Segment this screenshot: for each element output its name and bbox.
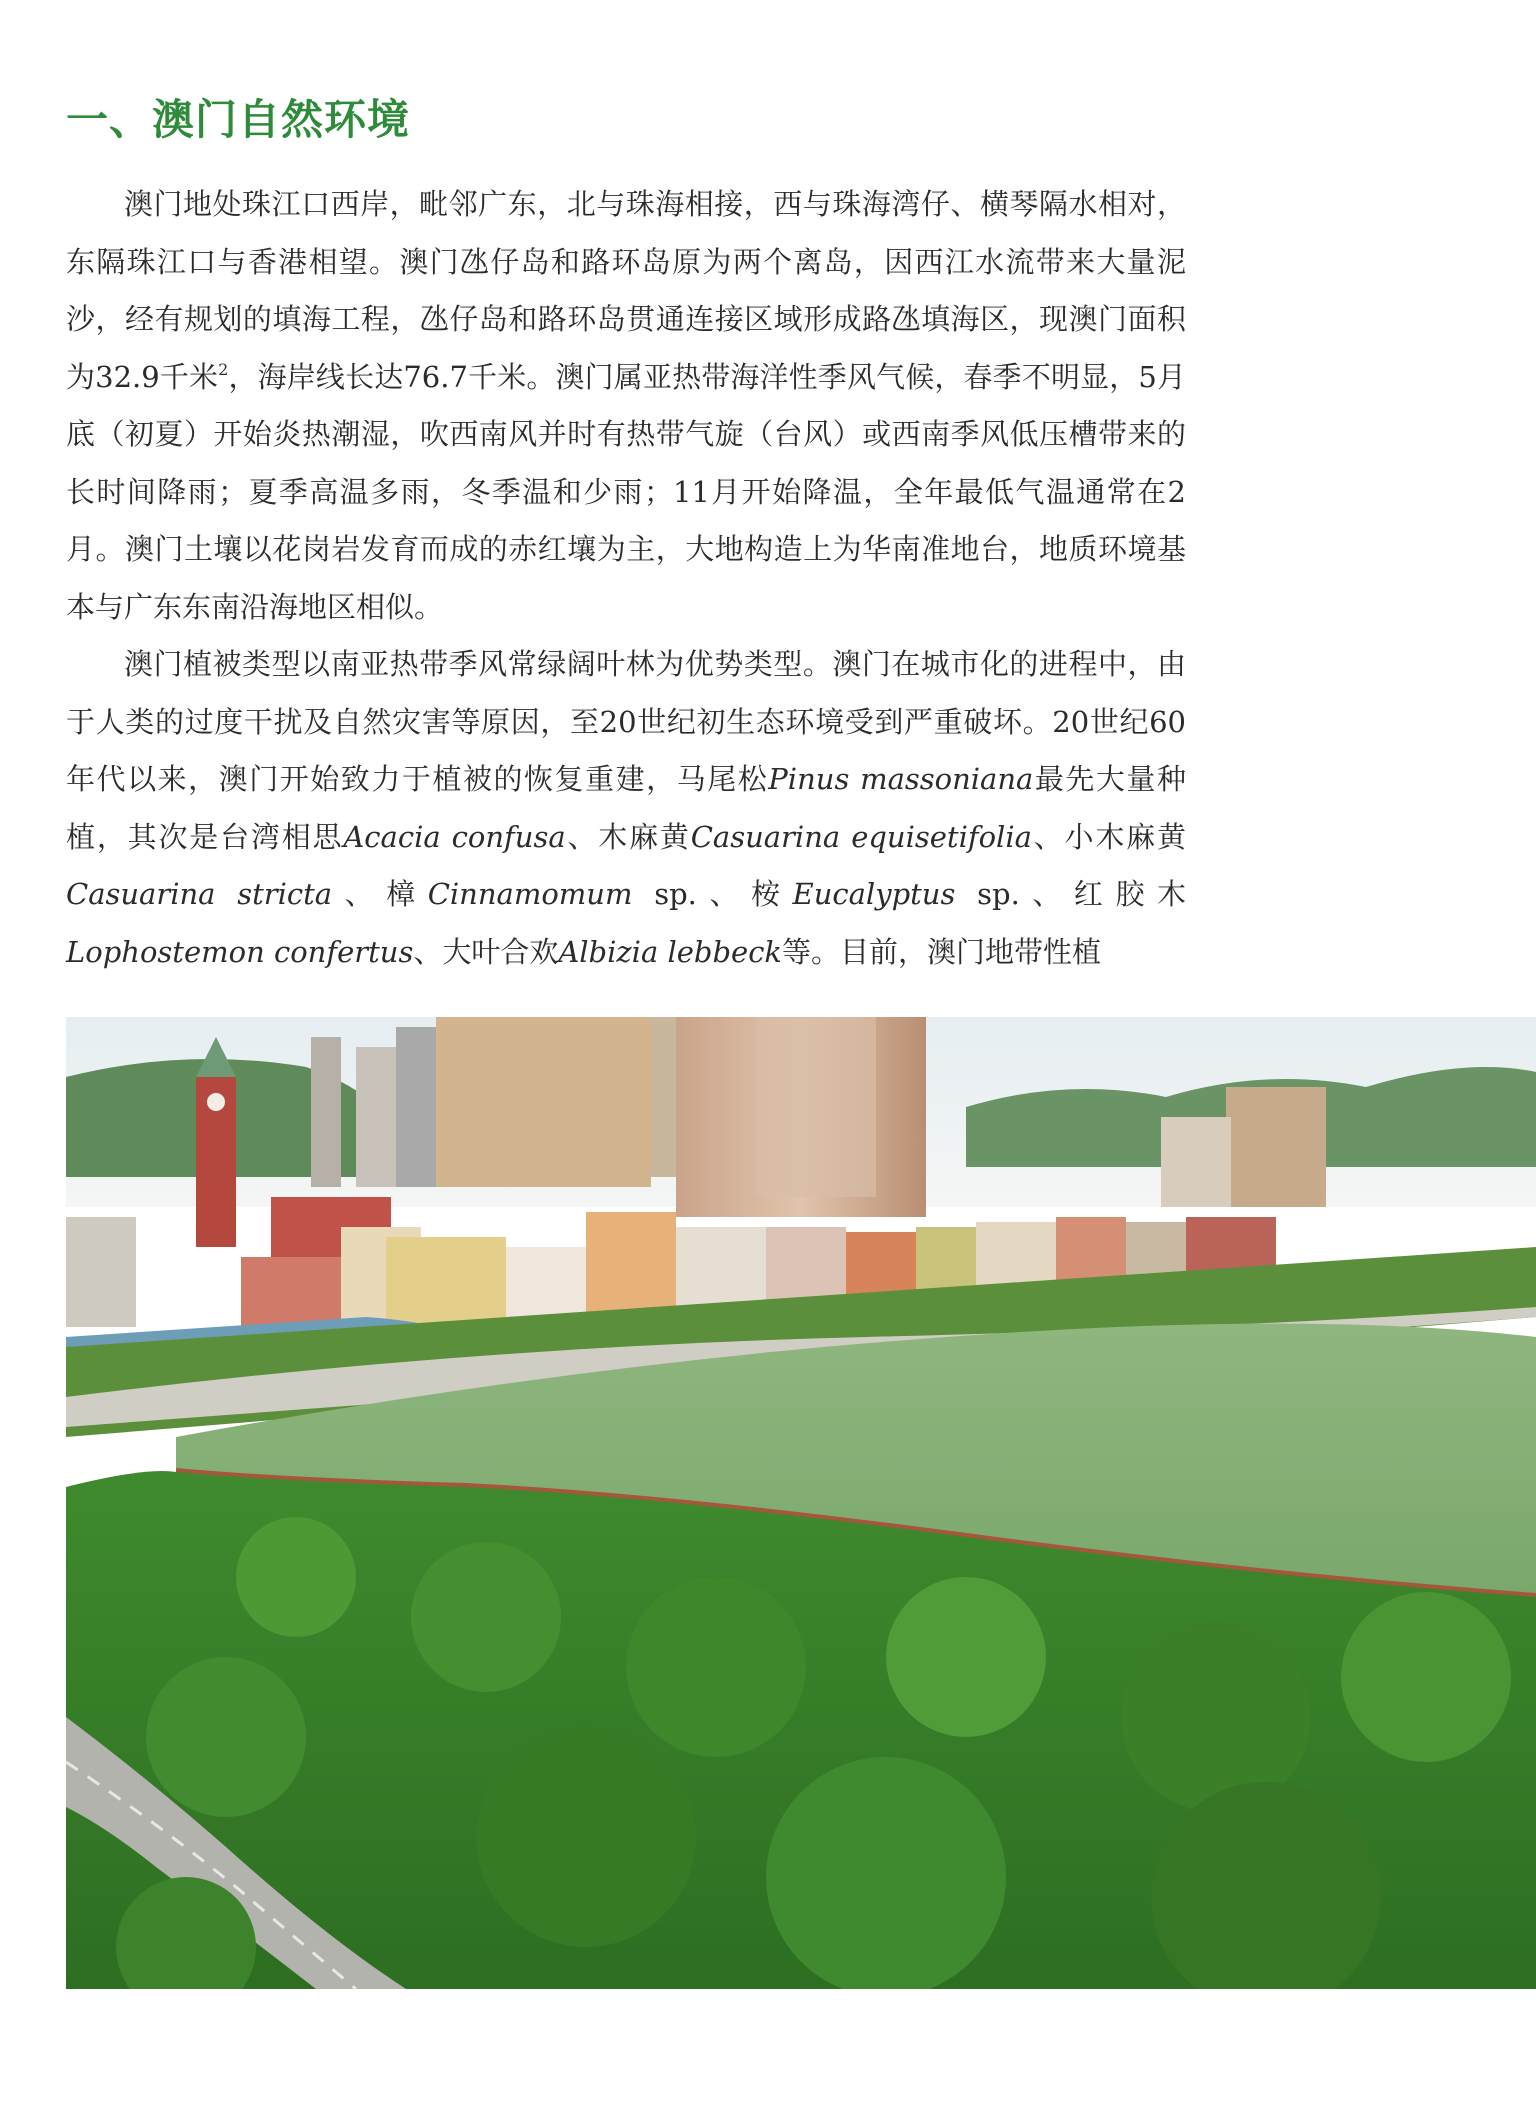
species-name: Pinus massoniana [768, 762, 1034, 796]
vegetation-text: 等。目前，澳门地带性植 [782, 934, 1102, 969]
paragraph-vegetation [66, 636, 1186, 981]
vegetation-text: 、樟 [332, 877, 428, 911]
landscape-photo [66, 1017, 1536, 1989]
paragraph-environment-text-a: 澳门地处珠江口西岸，毗邻广东，北与珠海相接，西与珠海湾仔、横琴隔水相对，东隔珠江口与香港相望。澳门氹仔岛和路环岛原为两个离岛，因西江水流带来大量泥沙，经有规划的填海工程，氹仔岛和路环岛贯通连接区域形成路氹填海区，现澳门面积为32.9千米 [66, 187, 1186, 394]
species-name: Lophostemon confertus [66, 934, 414, 969]
vegetation-text: 、小木麻黄 [1031, 819, 1186, 854]
species-name: Casuarina stricta [66, 877, 333, 911]
section-title: 一、澳门自然环境 [66, 95, 411, 144]
species-name: Acacia confusa [343, 819, 566, 854]
paragraph-environment-text-b: ，海岸线长达76.7千米。澳门属亚热带海洋性季风气候，春季不明显，5月底（初夏）开始炎热潮湿，吹西南风并时有热带气旋（台风）或西南季风低压槽带来的长时间降雨；夏季高温多雨，冬季温和少雨；11月开始降温，全年最低气温通常在2月。澳门土壤以花岗岩发育而成的赤红壤为主，大地构造上为华南准地台，地质环境基本与广东东南沿海地区相似。 [66, 359, 1186, 624]
vegetation-text: sp.、红胶木 [955, 877, 1186, 911]
body-text [66, 176, 1186, 981]
species-name: Cinnamomum [427, 877, 633, 911]
paragraph-environment [66, 176, 1186, 636]
vegetation-text: sp.、桉 [632, 877, 793, 911]
species-name: Albizia lebbeck [558, 934, 783, 969]
vegetation-text: 澳门植被类型以南亚热带季风常绿阔叶林为优势类型。澳门在城市化的进程中，由于人类的过度干扰及自然灾害等原因，至20世纪初生态环境受到严重破坏。20世纪60年代以来，澳门开始致力于植被的恢复重建，马尾松 [66, 647, 1186, 796]
species-name: Eucalyptus [792, 877, 956, 911]
vegetation-text: 、大叶合欢 [413, 934, 559, 969]
vegetation-text: 最先大量种植，其次是台湾相思 [66, 762, 1186, 854]
species-name: Casuarina equisetifolia [690, 819, 1032, 854]
superscript-square: 2 [218, 359, 229, 379]
vegetation-text: 、木麻黄 [565, 819, 691, 854]
